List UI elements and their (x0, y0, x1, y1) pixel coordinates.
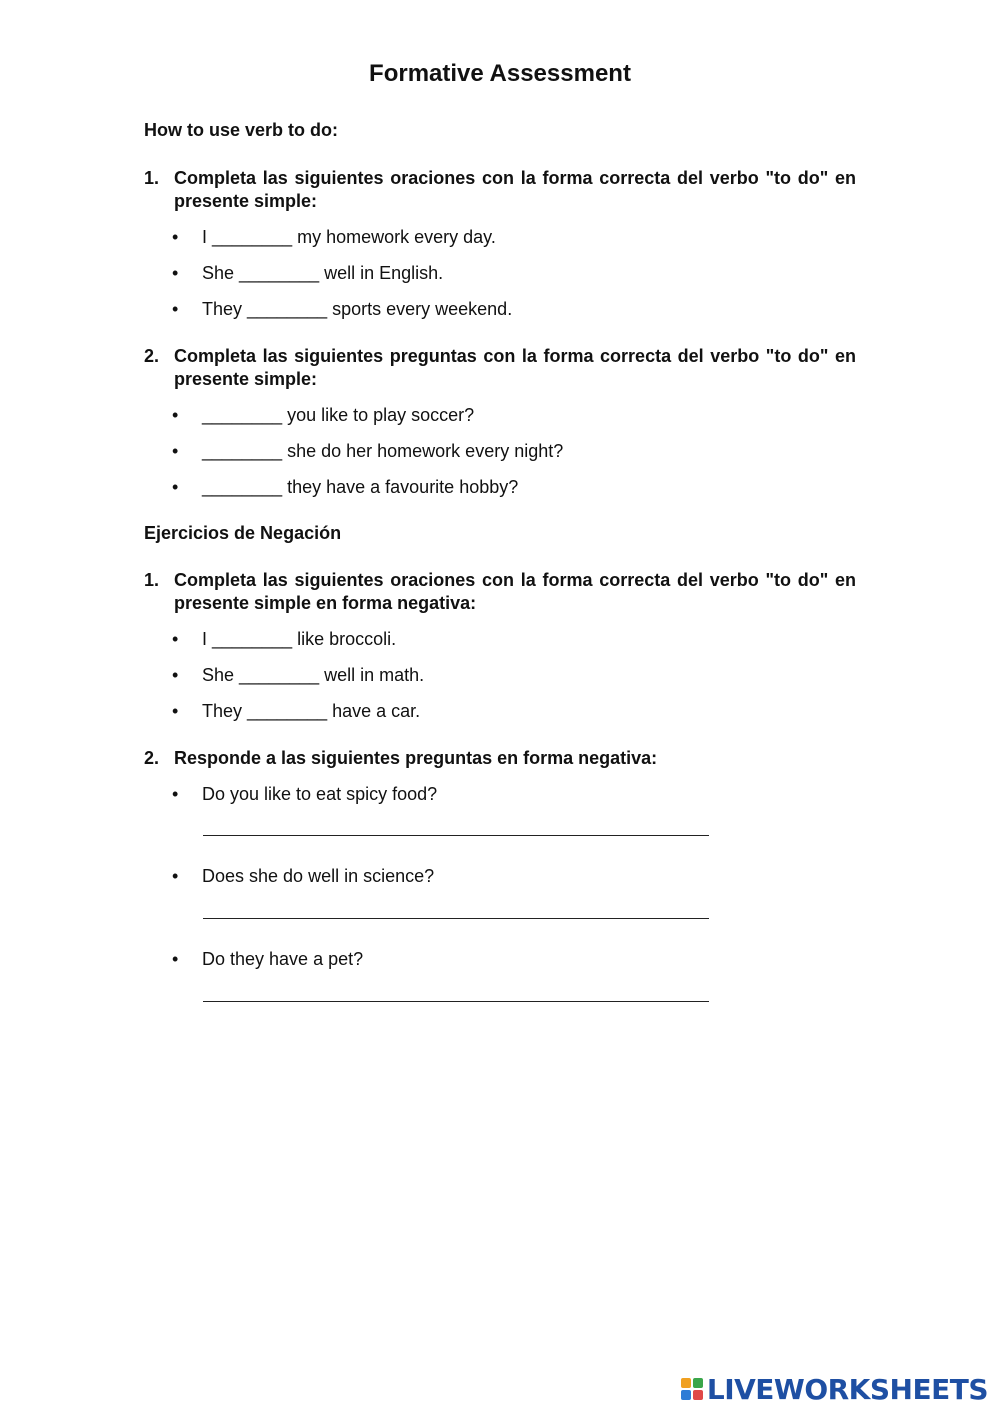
list-item-text: They ________ sports every weekend. (202, 299, 513, 319)
section-heading-verb-to-do: How to use verb to do: (144, 120, 339, 140)
logo-text: LIVEWORKSHEETS (706, 1372, 988, 1406)
bullet-icon: • (172, 263, 179, 283)
list-item-text: ________ they have a favourite hobby? (202, 477, 519, 497)
list-item-text: They ________ have a car. (202, 701, 421, 721)
list-item-text: She ________ well in math. (202, 665, 425, 685)
question-number: 1. (144, 570, 160, 590)
logo-square (681, 1378, 691, 1388)
question-text: Completa las siguientes oraciones con la forma correcta del verbo "to do" en presente simple: (174, 168, 856, 211)
list-item-text: Do you like to eat spicy food? (202, 784, 438, 804)
bullet-icon: • (172, 784, 179, 804)
question-2-questions (144, 345, 856, 391)
bullet-icon: • (172, 227, 179, 247)
bullet-icon: • (172, 665, 179, 685)
question-text: Completa las siguientes preguntas con la forma correcta del verbo "to do" en presente simple: (174, 346, 856, 389)
question-text: Completa las siguientes oraciones con la forma correcta del verbo "to do" en presente simple en forma negativa: (174, 570, 856, 613)
list-item-text: ________ you like to play soccer? (202, 405, 475, 425)
logo-grid-icon (681, 1378, 703, 1400)
question-1-affirmative (144, 167, 856, 213)
question-number: 2. (144, 748, 160, 768)
bullet-icon: • (172, 477, 179, 497)
bullet-icon: • (172, 299, 179, 319)
page-title: Formative Assessment (369, 60, 631, 87)
list-item-text: I ________ like broccoli. (202, 629, 397, 649)
logo-square (681, 1390, 691, 1400)
liveworksheets-logo (681, 1372, 988, 1406)
bullet-icon: • (172, 949, 179, 969)
answer-line[interactable] (203, 835, 709, 836)
list-item-text: Do they have a pet? (202, 949, 364, 969)
bullet-icon: • (172, 441, 179, 461)
question-2-respond-negative (144, 747, 856, 770)
bullet-icon: • (172, 701, 179, 721)
list-item-text: Does she do well in science? (202, 866, 435, 886)
answer-line[interactable] (203, 1001, 709, 1002)
bullet-icon: • (172, 866, 179, 886)
list-item-text: I ________ my homework every day. (202, 227, 496, 247)
question-1-negative (144, 569, 856, 615)
question-number: 1. (144, 168, 160, 188)
question-number: 2. (144, 346, 160, 366)
bullet-icon: • (172, 405, 179, 425)
list-item-text: She ________ well in English. (202, 263, 444, 283)
logo-square (693, 1378, 703, 1388)
list-item-text: ________ she do her homework every night? (202, 441, 564, 461)
logo-square (693, 1390, 703, 1400)
question-text: Responde a las siguientes preguntas en forma negativa: (174, 748, 658, 768)
section-heading-negation: Ejercicios de Negación (144, 523, 342, 543)
bullet-icon: • (172, 629, 179, 649)
answer-line[interactable] (203, 918, 709, 919)
